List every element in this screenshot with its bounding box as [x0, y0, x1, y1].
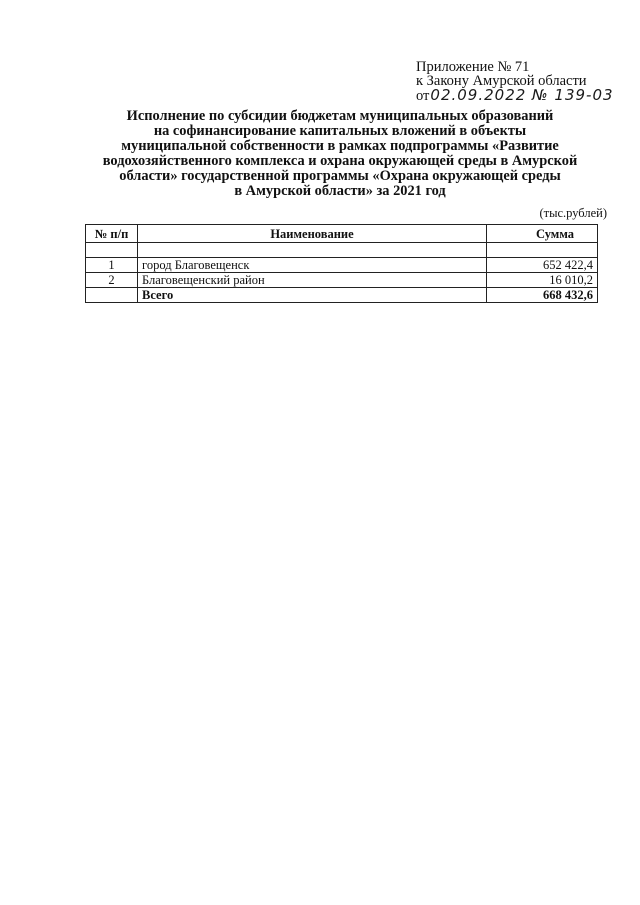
title-line: водохозяйственного комплекса и охрана окружающей среды в Амурской: [102, 153, 578, 169]
subsidy-table: [85, 224, 598, 303]
table-row: [86, 273, 598, 288]
handwritten-date-number: 02.09.2022 № 139-03: [430, 86, 614, 104]
row-sum: 652 422,4: [487, 258, 598, 273]
title-line: на софинансирование капитальных вложений в объекты: [153, 123, 527, 139]
total-label: Всего: [138, 288, 487, 303]
table-spacer-row: [86, 243, 598, 258]
row-name: город Благовещенск: [138, 258, 487, 273]
row-sum: 16 010,2: [487, 273, 598, 288]
document-title: [60, 109, 620, 199]
appendix-number: Приложение № 71: [416, 59, 530, 75]
appendix-date-line: [416, 88, 614, 103]
appendix-date-prefix: от: [416, 88, 430, 104]
title-line: муниципальной собственности в рамках подпрограммы «Развитие: [121, 138, 559, 154]
table-row: [86, 258, 598, 273]
title-line: области» государственной программы «Охрана окружающей среды: [119, 168, 561, 184]
title-line: Исполнение по субсидии бюджетам муниципальных образований: [126, 108, 554, 124]
appendix-reference: [416, 60, 614, 103]
units-label: (тыс.рублей): [539, 206, 607, 220]
row-num: 1: [86, 258, 138, 273]
table-total-row: [86, 288, 598, 303]
table-header-row: [86, 225, 598, 243]
header-num: № п/п: [86, 225, 138, 243]
header-name: Наименование: [138, 225, 487, 243]
row-num: 2: [86, 273, 138, 288]
appendix-law: к Закону Амурской области: [416, 73, 587, 89]
total-sum: 668 432,6: [487, 288, 598, 303]
title-line: в Амурской области» за 2021 год: [234, 183, 446, 199]
header-sum: Сумма: [487, 225, 598, 243]
row-name: Благовещенский район: [138, 273, 487, 288]
